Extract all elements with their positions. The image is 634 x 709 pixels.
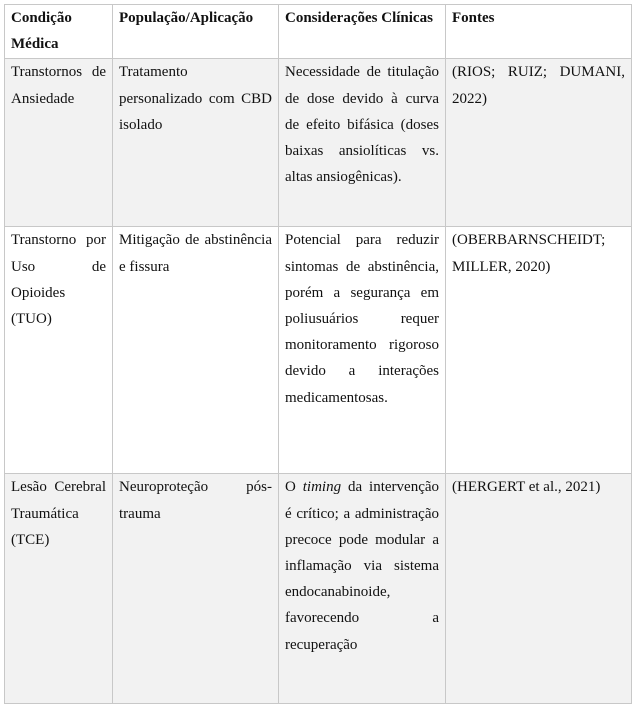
cell-condition: Lesão Cerebral Traumática (TCE) [5, 474, 113, 704]
cell-sources: (HERGERT et al., 2021) [446, 474, 632, 704]
cell-condition: Transtorno por Uso de Opioides (TUO) [5, 227, 113, 474]
cell-sources: (OBERBARNSCHEIDT; MILLER, 2020) [446, 227, 632, 474]
header-considerations: Considerações Clínicas [279, 5, 446, 59]
cell-considerations [279, 474, 446, 704]
table-row [5, 474, 632, 704]
cell-sources: (RIOS; RUIZ; DUMANI, 2022) [446, 59, 632, 227]
cell-population: Neuroproteção pós-trauma [113, 474, 279, 704]
cell-population: Tratamento personalizado com CBD isolado [113, 59, 279, 227]
header-condition: Condição Médica [5, 5, 113, 59]
cell-considerations: Necessidade de titulação de dose devido à curva de efeito bifásica (doses baixas ansiolíticas vs. altas ansiogênicas). [279, 59, 446, 227]
cell-population: Mitigação de abstinência e fissura [113, 227, 279, 474]
cell-condition: Transtornos de Ansiedade [5, 59, 113, 227]
table-header-row [5, 5, 632, 59]
considerations-prefix: O [285, 479, 296, 496]
cell-considerations: Potencial para reduzir sintomas de abstinência, porém a segurança em poliusuários requer monitoramento rigoroso devido a interações medicamentosas. [279, 227, 446, 474]
clinical-table [4, 4, 632, 704]
table-row [5, 59, 632, 227]
considerations-italic-term: timing [302, 479, 342, 496]
considerations-suffix: da intervenção é crítico; a administração precoce pode modular a inflamação via sistema endocanabinoide, favorecendo a recuperação [285, 479, 440, 653]
table-row [5, 227, 632, 474]
header-sources: Fontes [446, 5, 632, 59]
header-population: População/Aplicação [113, 5, 279, 59]
